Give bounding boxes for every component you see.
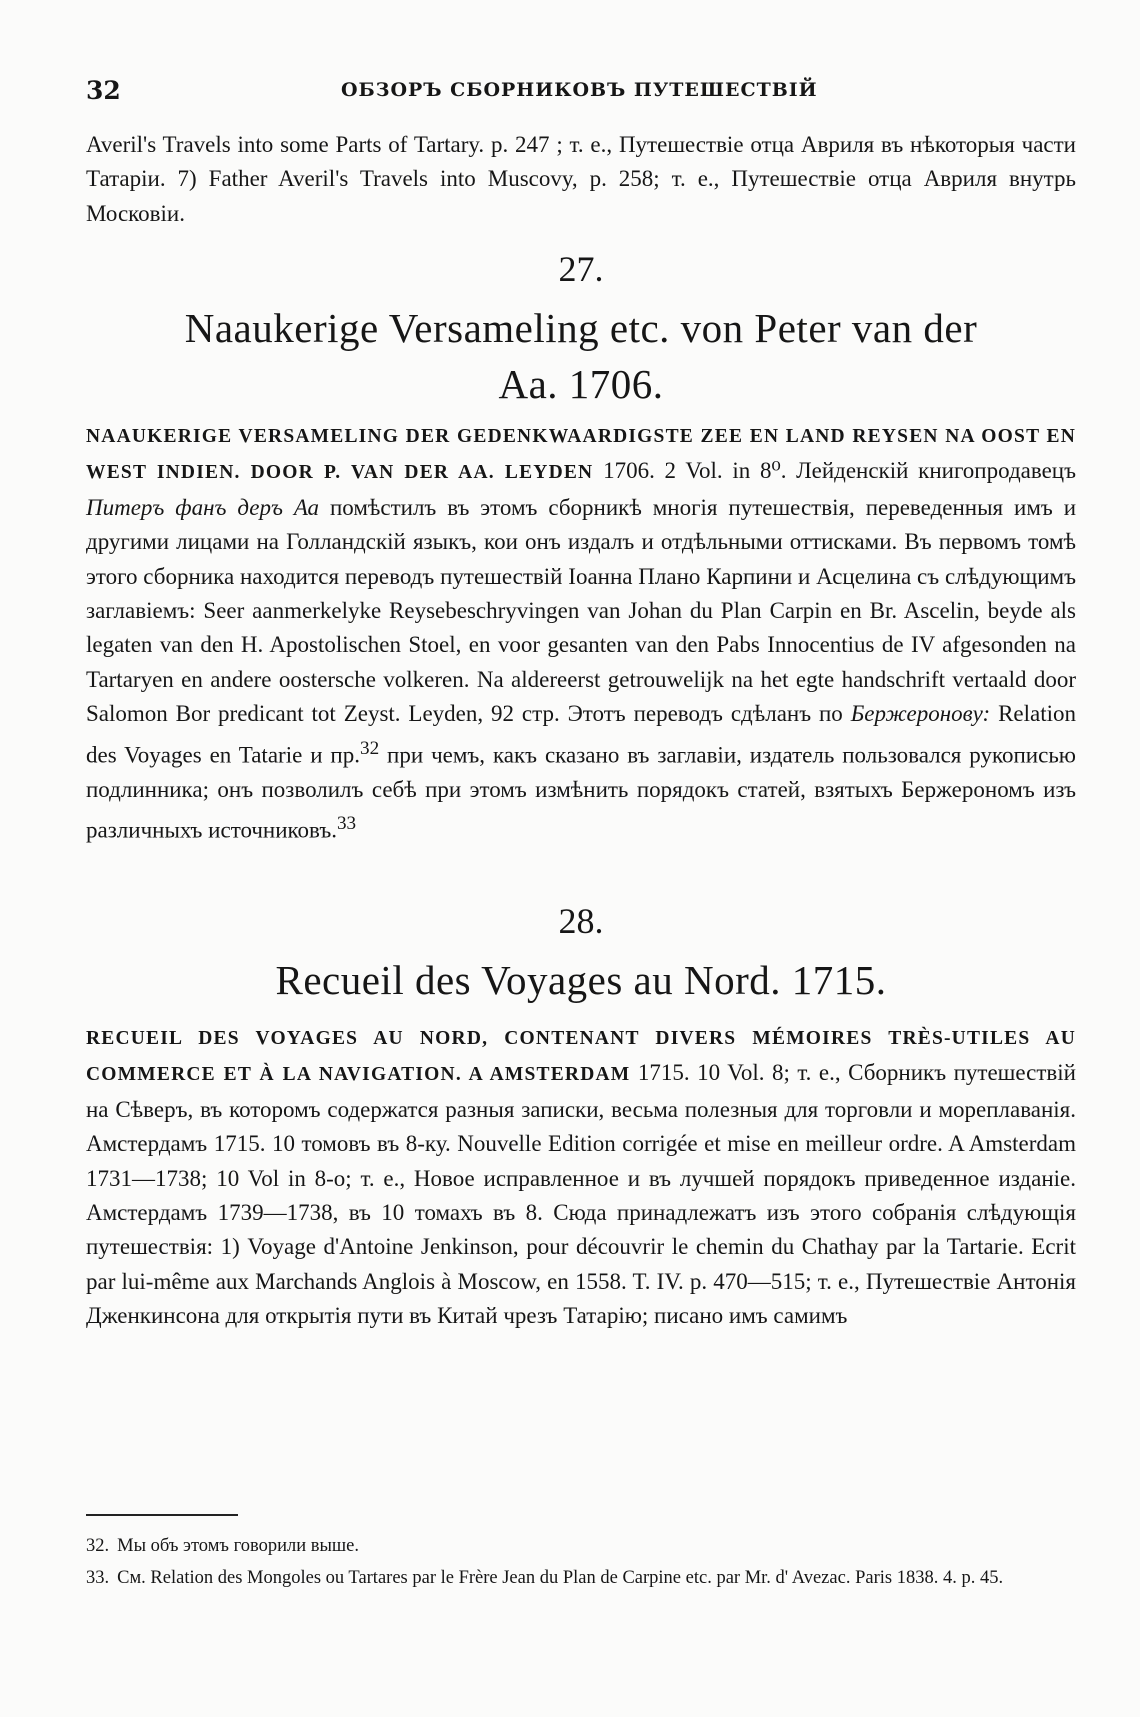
section-28-number: 28. [558, 901, 604, 941]
section-27-text-b: помѣстилъ въ этомъ сборникѣ многія путешествія, переведенныя имъ и другими лицами на Голландскій языкъ, кои онъ издалъ и отдѣльными оттисками. Въ первомъ томѣ этого сборника находится переводъ путешествій Іоанна Плано Карпини и Асцелина съ слѣдующимъ заглавіемъ: Seer aanmerkelyke Reysebeschryvingen van Johan du Plan Carpin en Br. Ascelin, beyde als legaten van den H. Apostolischen Stoel, en voor gesanten van den Pabs Innocentius de IV afgesonden na Tartaryen en andere oostersche volkeren. Na aldereerst getrouwelijk na het egte handschrift vertaald door Salomon Bor predicant tot Zeyst. Leyden, 92 стр. Этотъ переводъ сдѣланъ по [86, 494, 1077, 727]
section-27-number: 27. [558, 249, 604, 289]
footnote-ref-32: 32 [359, 737, 380, 759]
page-number: 32 [86, 76, 121, 105]
section-28-caps-title: RECUEIL DES VOYAGES AU NORD, CONTENANT DIVERS MÉMOIRES TRÈS-UTILES AU COMMERCE ET À LA NAVIGATION. A AMSTERDAM [86, 1028, 1076, 1086]
footnote-divider [86, 1514, 238, 1516]
section-27-title [86, 300, 1076, 412]
footnote-32 [86, 1530, 1076, 1562]
section-28-title: Recueil des Voyages au Nord. 1715. [275, 957, 887, 1003]
section-27-text-a: 1706. 2 Vol. in 8⁰. Лейденскій книгопродавецъ [593, 458, 1076, 484]
page-header [86, 76, 1076, 110]
section-28-paragraph [86, 1020, 1076, 1334]
footnote-text: Мы объ этомъ говорили выше. [117, 1536, 359, 1556]
footnote-ref-33: 33 [336, 813, 357, 835]
footnote-number: 32. [86, 1536, 110, 1556]
section-28-body [86, 1020, 1076, 1334]
publisher-name: Питеръ фанъ деръ Аа [86, 494, 320, 520]
footnote-text: См. Relation des Mongoles ou Tartares par le Frère Jean du Plan de Carpine etc. par Mr. d' Avezac. Paris 1838. 4. p. 45. [117, 1568, 1004, 1588]
running-title: ОБЗОРЪ СБОРНИКОВЪ ПУТЕШЕСТВІЙ [341, 79, 818, 101]
section-27-paragraph [86, 418, 1076, 848]
section-28-text: 1715. 10 Vol. 8; т. е., Сборникъ путешествій на Сѣверъ, въ которомъ содержатся разныя записки, весьма полезныя для торговли и мореплаванія. Амстердамъ 1715. 10 томовъ въ 8-ку. Nouvelle Edition corrigée et mise en meilleur ordre. A Amsterdam 1731—1738; 10 Vol in 8-o; т. е., Новое исправленное и въ лучшей порядокъ приведенное изданіе. Амстердамъ 1739—1738, въ 10 томахъ въ 8. Сюда принадлежатъ изъ этого собранія слѣдующія путешествія: 1) Voyage d'Antoine Jenkinson, pour découvrir le chemin du Chathay par la Tartarie. Ecrit par lui-même aux Marchands Anglois à Moscow, en 1558. T. IV. p. 470—515; т. е., Путешествіе Антонія Дженкинсона для открытія пути въ Китай чрезъ Татарію; писано имъ самимъ [86, 1060, 1076, 1329]
section-27-body [86, 418, 1076, 848]
intro-paragraph: Averil's Travels into some Parts of Tartary. p. 247 ; т. е., Путешествіе отца Авриля въ нѣкоторыя части Татаріи. 7) Father Averil's Travels into Muscovy, p. 258; т. е., Путешествіе отца Авриля внутрь Московіи. [86, 132, 1076, 226]
intro-paragraph-block [86, 128, 1076, 231]
section-27-caps-title: NAAUKERIGE VERSAMELING DER GEDENKWAARDIGSTE ZEE EN LAND REYSEN NA OOST EN WEST INDIEN. DOOR P. VAN DER AA. LEYDEN [86, 426, 1076, 484]
section-27-text-c: Relation des Voyages en Tatarie и пр. [86, 701, 1076, 768]
footnotes [86, 1530, 1076, 1594]
section-27-title-line-2: Aa. 1706. [498, 361, 664, 407]
section-27-title-line-1: Naaukerige Versameling etc. von Peter van der [184, 305, 978, 351]
footnote-33 [86, 1562, 1076, 1594]
footnote-number: 33. [86, 1568, 110, 1588]
bergeron-name: Бержеронову: [850, 701, 991, 727]
section-27-text-d: при чемъ, какъ сказано въ заглавіи, издатель пользовался рукописью подлинника; онъ позволилъ себѣ при этомъ измѣнить порядокъ статей, взятыхъ Бержерономъ изъ различныхъ источниковъ. [86, 742, 1076, 843]
